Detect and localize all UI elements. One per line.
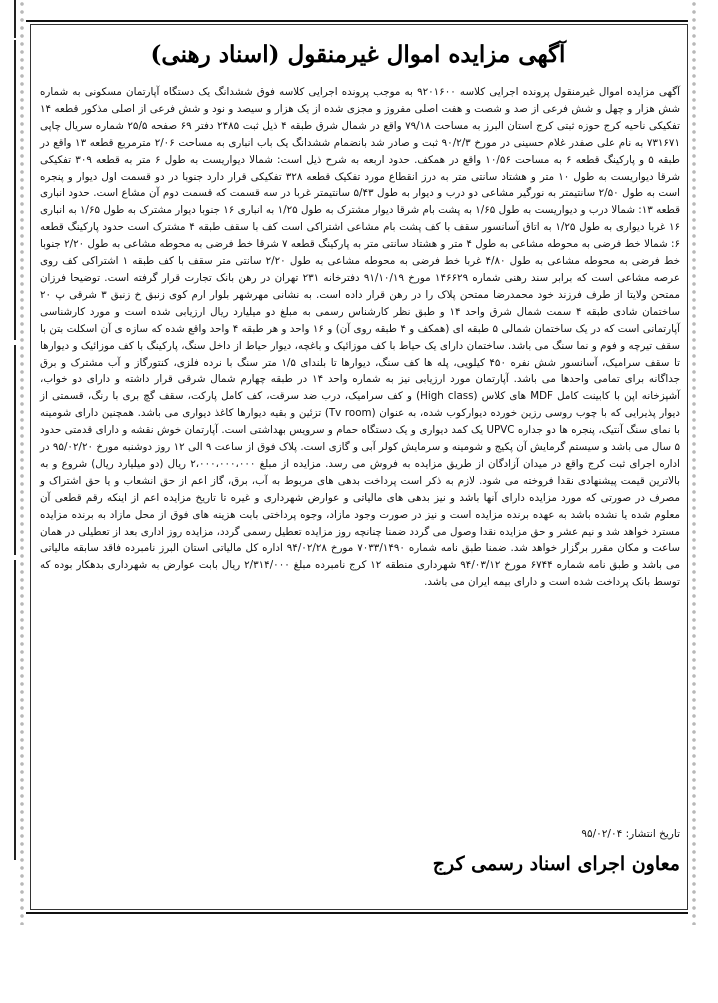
adjacent-column-edge <box>0 345 16 555</box>
signature: معاون اجرای اسناد رسمی کرج <box>432 853 680 875</box>
adjacent-column-edge <box>0 40 16 340</box>
bottom-rule <box>26 912 688 914</box>
ad-title: آگهی مزایده اموال غیرمنقول (اسناد رهنی) <box>150 41 566 68</box>
publish-date: تاریخ انتشار: ۹۵/۰۲/۰۴ <box>581 828 680 840</box>
adjacent-column-edge <box>0 560 16 860</box>
top-rule <box>26 20 688 22</box>
dotted-border-right <box>690 0 698 925</box>
adjacent-column-edge <box>0 0 16 38</box>
dotted-border-left <box>18 0 26 925</box>
ad-body: آگهی مزایده اموال غیرمنقول پرونده اجرایی کلاسه ۹۲۰۱۶۰۰ به موجب پرونده اجرایی کلاسه فوق ششدانگ یک دستگاه آپارتمان مسکونی به شماره شش هزار و چهل و شش فرعی از صد و شصت و هفت اصلی مفروز و مجزی شده از یک هزار و سیصد و نود و شش فرعی از اصلی مذکور قطعه ۱۴ تفکیکی ناحیه کرج حوزه ثبتی کرج استان البرز به مساحت ۷۹/۱۸ واقع در شمال شرق طبقه ۴ ذیل ثبت ۲۴۸۵ دفتر ۶۹ صفحه ۲۵/۵ شماره سریال چاپی ۷۳۱۶۷۱ به نام علی صفدر غلام حسینی در مورخ ۹۰/۲/۳ ثبت و صادر شد بانضمام ششدانگ یک باب انباری به مساحت ۲/۰۶ مترمربع قطعه ۱۳ واقع در طبقه ۵ و پارکینگ قطعه ۶ به مساحت ۱۰/۵۶ واقع در همکف. حدود اربعه به شرح ذیل است: شمالا دیواریست به طول ۶ متر به قطعه ۳۰۹ تفکیکی شرقا دیواریست به طول ۱۰ متر و هشتاد سانتی متر به درز انقطاع مورد تفکیک قطعه ۳۲۸ تفکیکی قرار دارد جنوبا در دو قسمت اول دیوار و پنجره است به طول ۲/۵۰ سانتیمتر به نورگیر مشاعی دو درب و دیوار به طول ۵/۴۳ سانتیمتر غربا در سه قسمت که قسمت دوم آن مشاع است. حدود انباری قطعه ۱۳: شمالا درب و دیواریست به طول ۱/۶۵ به پشت بام شرقا دیوار مشترک به طول ۱/۲۵ به انباری ۱۶ جنوبا دیوار مشترک به طول ۱/۶۵ به انباری ۱۶ غربا دیواری به طول ۱/۲۵ به اتاق آسانسور سقف با کف پشت بام مشاعی اشتراکی است کف با سقف طبقه ۴ مشترک است حدود پارکینگ قطعه ۶: شمالا خط فرضی به محوطه مشاعی به طول ۴ متر و هشتاد سانتی متر به پارکینگ قطعه ۷ شرقا خط فرضی به محوطه مشاعی به طول ۲/۲۰ جنوبا خط فرضی به محوطه مشاعی به طول ۴/۸۰ غربا خط فرضی به محوطه مشاعی به طول ۲/۲۰ سانتی متر سقف با کف طبقه ۱ اشتراکی کف روی عرصه مشاعی است که برابر سند رهنی شماره ۱۴۶۶۲۹ مورخ ۹۱/۱۰/۱۹ دفترخانه ۲۳۱ تهران در رهن بانک تجارت قرار گرفته است. توضیحا فرزان ممتحن ولایتا از طرف فرزند خود محمدرضا ممتحن پلاک را در رهن قرار داده است. به نشانی مهرشهر بلوار ارم کوی زنبق خ زنبق ۳ شرقی پ ۲۰ ساختمان شادی طبقه ۴ سمت شمال شرق واحد ۱۴ و طبق نظر کارشناس رسمی به مبلغ دو میلیارد ریال ارزیابی شده است و مورد کارشناسی آپارتمانی است که در یک ساختمان شمالی ۵ طبقه ای (همکف و ۴ طبقه روی آن) و ۱۶ واحد و هر طبقه ۴ واحد واقع شده که سازه ی آن اسکلت بتن با سقف تیرچه و فوم و نما سنگ می باشد. ساختمان دارای یک حیاط با کف موزائیک و باغچه، دیوار حیاط از داخل سنگ، پارکینگ با کف موزائیک و دیوارها تا سقف سرامیک، آسانسور شش نفره ۴۵۰ کیلویی، پله ها کف سنگ، دیوارها تا بلندای ۱/۵ متر سنگ با نرده فلزی، کنتورگاز و آب مشترک و برق جداگانه برای تمامی واحدها می باشد. آپارتمان مورد ارزیابی نیز به شماره واحد ۱۴ در طبقه چهارم شمال شرقی قرار داشته و دارای دو خواب، آشپزخانه اپن با کابینت کامل MDF های کلاس (High class) و کف سرامیک، درب ضد سرقت، کف کامل پارکت، سقف گچ بری با رنگ، قسمتی از دیوار پذیرایی که با چوب روسی رزین خورده دیوارکوب شده، به عنوان (Tv room) تزئین و بقیه دیوارها کاغذ دیواری می باشد. همچنین دارای شومینه با نمای سنگ آنتیک، پنجره ها دو جداره UPVC یک کمد دیواری و یک دستگاه حمام و سرویس بهداشتی است. آپارتمان خوش نقشه و دارای قدمتی حدود ۵ سال می باشد و سیستم گرمایش آن پکیج و شومینه و سرمایش کولر آبی و گازی است. پلاک فوق از ساعت ۹ الی ۱۲ روز دوشنبه مورخ ۹۵/۰۲/۲۰ در اداره اجرای ثبت کرج واقع در میدان آزادگان از طریق مزایده به فروش می رسد. مزایده از مبلغ ۲،۰۰۰،۰۰۰،۰۰۰ ریال (دو میلیارد ریال) شروع و به بالاترین قیمت پیشنهادی نقدا فروخته می شود. لازم به ذکر است پرداخت بدهی های مربوط به آب، برق، گاز اعم از حق انشعاب و یا حق اشتراک و مصرف در صورتی که مورد مزایده دارای آنها باشد و نیز بدهی های مالیاتی و عوارض شهرداری و غیره تا تاریخ مزایده اعم از اینکه رقم قطعی آن معلوم شده یا نشده باشد به عهده برنده مزایده است و نیز در صورت وجود مازاد، وجوه پرداختی بابت هزینه های فوق از محل مازاد به برنده مزایده مسترد خواهد شد و نیم عشر و حق مزایده نقدا وصول می گردد ضمنا چنانچه روز مزایده تعطیل رسمی گردد، مزایده روز اداری بعد از تعطیلی در همان ساعت و مکان مقرر برگزار خواهد شد. ضمنا طبق نامه شماره ۷۰۳۳/۱۴۹۰ مورخ ۹۴/۰۲/۲۸ اداره کل مالیاتی استان البرز نامبرده فاقد سابقه مالیاتی می باشد و طبق نامه شماره ۶۷۴۴ مورخ ۹۴/۰۳/۱۲ شهرداری منطقه ۱۲ کرج نامبرده مبلغ ۲/۳۱۴/۰۰۰ ریال بابت عوارض به شهرداری بدهکار بوده که توسط بانک پرداخت شده است و دارای بیمه ایران می باشد. <box>40 86 681 589</box>
